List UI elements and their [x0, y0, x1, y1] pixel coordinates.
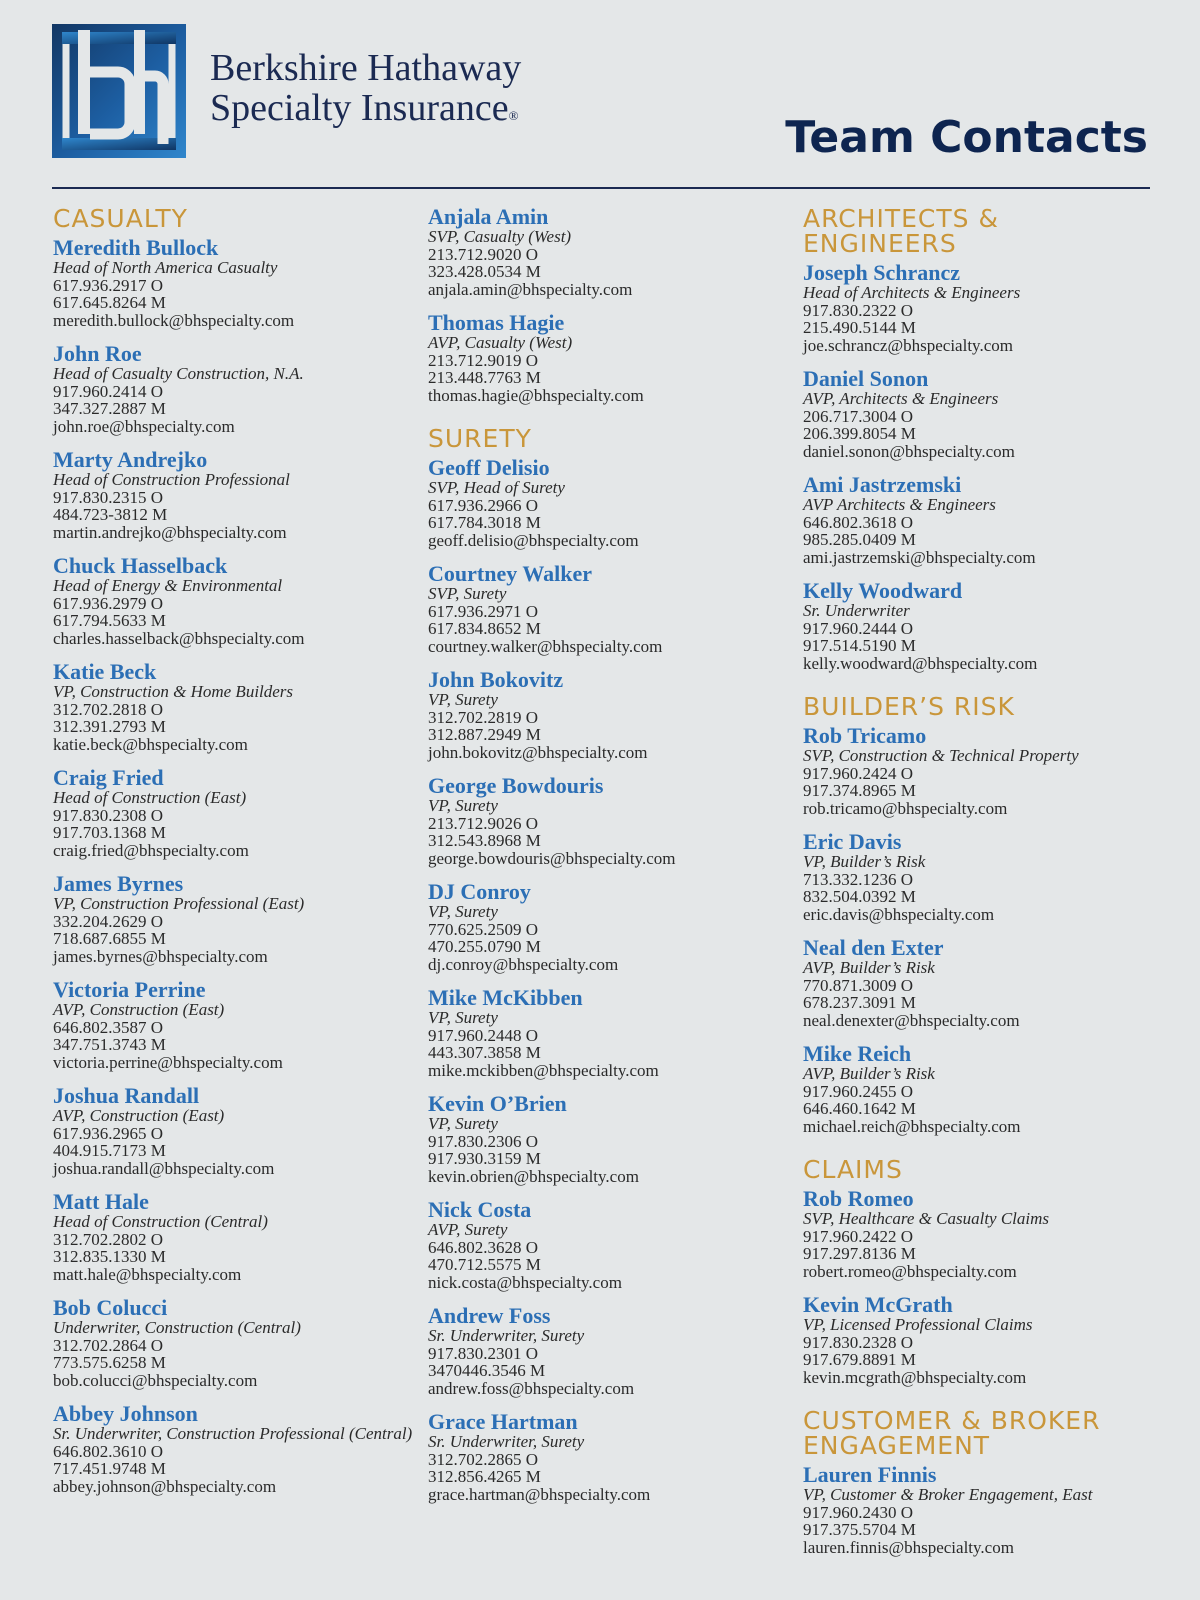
email-link[interactable]: meredith.bullock@bhspecialty.com [53, 310, 295, 330]
email-link[interactable]: bob.colucci@bhspecialty.com [53, 1370, 258, 1390]
contact-title: Head of North America Casualty [53, 258, 278, 277]
contact-name: Katie Beck [53, 659, 157, 684]
mobile-phone[interactable]: 312.856.4265 M [428, 1467, 541, 1486]
contact-title: SVP, Head of Surety [428, 478, 565, 497]
contact-card [53, 661, 413, 753]
mobile-phone[interactable]: 213.448.7763 M [428, 368, 541, 387]
email-link[interactable]: neal.denexter@bhspecialty.com [803, 1010, 1020, 1030]
contact-name: John Roe [53, 341, 142, 366]
mobile-phone[interactable]: 323.428.0534 M [428, 262, 541, 281]
email-link[interactable]: kevin.mcgrath@bhspecialty.com [803, 1367, 1027, 1387]
email-link[interactable]: daniel.sonon@bhspecialty.com [803, 441, 1015, 461]
contact-title: AVP, Builder’s Risk [803, 958, 935, 977]
contact-title: Head of Casualty Construction, N.A. [53, 364, 304, 383]
email-link[interactable]: dj.conroy@bhspecialty.com [428, 954, 619, 974]
email-link[interactable]: eric.davis@bhspecialty.com [803, 904, 995, 924]
office-phone[interactable]: 917.830.2306 O [428, 1131, 539, 1151]
contact-card [803, 725, 1155, 817]
contact-title: VP, Builder’s Risk [803, 852, 926, 871]
contact-name: Anjala Amin [428, 204, 549, 229]
contact-card [53, 1297, 413, 1389]
email-link[interactable]: andrew.foss@bhspecialty.com [428, 1378, 635, 1398]
mobile-phone[interactable]: 617.645.8264 M [53, 293, 166, 312]
office-phone[interactable]: 617.936.2965 O [53, 1123, 164, 1143]
office-phone[interactable]: 917.830.2322 O [803, 300, 914, 320]
section-title: CUSTOMER & BROKER ENGAGEMENT [803, 1406, 1101, 1460]
mobile-phone[interactable]: 404.915.7173 M [53, 1141, 166, 1160]
column-2 [428, 206, 788, 1525]
mobile-phone[interactable]: 312.391.2793 M [53, 717, 166, 736]
contact-title: VP, Customer & Broker Engagement, East [803, 1485, 1093, 1504]
office-phone[interactable]: 617.936.2966 O [428, 495, 539, 515]
mobile-phone[interactable]: 484.723-3812 M [53, 505, 168, 524]
contact-card [428, 987, 788, 1079]
contact-name: Rob Romeo [803, 1186, 914, 1211]
contact-card [53, 555, 413, 647]
mobile-phone[interactable]: 312.543.8968 M [428, 831, 541, 850]
office-phone[interactable]: 917.960.2430 O [803, 1502, 914, 1522]
contact-title: Head of Construction Professional [53, 470, 290, 489]
email-link[interactable]: craig.fried@bhspecialty.com [53, 840, 249, 860]
contact-card [428, 563, 788, 655]
office-phone[interactable]: 917.830.2315 O [53, 487, 164, 507]
mobile-phone[interactable]: 206.399.8054 M [803, 424, 916, 443]
mobile-phone[interactable]: 917.297.8136 M [803, 1244, 916, 1263]
contact-name: Mike McKibben [428, 985, 583, 1010]
contact-title: Underwriter, Construction (Central) [53, 1318, 301, 1337]
office-phone[interactable]: 646.802.3610 O [53, 1441, 164, 1461]
mobile-phone[interactable]: 773.575.6258 M [53, 1353, 166, 1372]
office-phone[interactable]: 213.712.9020 O [428, 244, 539, 264]
mobile-phone[interactable]: 347.751.3743 M [53, 1035, 166, 1054]
contact-title: VP, Surety [428, 690, 498, 709]
contact-title: SVP, Construction & Technical Property [803, 746, 1079, 765]
contact-card [803, 831, 1155, 923]
email-link[interactable]: john.bokovitz@bhspecialty.com [428, 742, 648, 762]
contact-name: Thomas Hagie [428, 310, 565, 335]
contact-card [428, 775, 788, 867]
email-link[interactable]: grace.hartman@bhspecialty.com [428, 1484, 651, 1504]
office-phone[interactable]: 312.702.2802 O [53, 1229, 164, 1249]
mobile-phone[interactable]: 347.327.2887 M [53, 399, 166, 418]
section-title: CASUALTY [53, 204, 188, 233]
mobile-phone[interactable]: 3470446.3546 M [428, 1361, 546, 1380]
contact-card [53, 767, 413, 859]
contact-name: Marty Andrejko [53, 447, 208, 472]
contact-card [803, 1188, 1155, 1280]
contact-card [428, 1093, 788, 1185]
contact-title: Head of Construction (Central) [53, 1212, 268, 1231]
email-link[interactable]: ami.jastrzemski@bhspecialty.com [803, 547, 1036, 567]
brand-line-1: Berkshire Hathaway [210, 47, 522, 89]
contact-name: Kevin McGrath [803, 1292, 953, 1317]
contact-name: George Bowdouris [428, 773, 604, 798]
contact-title: AVP, Builder’s Risk [803, 1064, 935, 1083]
contact-title: AVP Architects & Engineers [803, 495, 996, 514]
mobile-phone[interactable]: 215.490.5144 M [803, 318, 916, 337]
office-phone[interactable]: 917.960.2424 O [803, 763, 914, 783]
contact-title: VP, Surety [428, 1114, 498, 1133]
contact-name: Kevin O’Brien [428, 1091, 567, 1116]
contact-title: SVP, Healthcare & Casualty Claims [803, 1209, 1050, 1228]
office-phone[interactable]: 617.936.2917 O [53, 275, 164, 295]
office-phone[interactable]: 646.802.3587 O [53, 1017, 164, 1037]
email-link[interactable]: anjala.amin@bhspecialty.com [428, 279, 633, 299]
contact-name: John Bokovitz [428, 667, 564, 692]
contact-title: Head of Energy & Environmental [53, 576, 283, 595]
contact-name: Craig Fried [53, 765, 164, 790]
office-phone[interactable]: 312.702.2819 O [428, 707, 539, 727]
section-title: CLAIMS [803, 1155, 903, 1184]
contact-name: Grace Hartman [428, 1409, 578, 1434]
email-link[interactable]: thomas.hagie@bhspecialty.com [428, 385, 644, 405]
section-title: ARCHITECTS & ENGINEERS [803, 204, 999, 258]
mobile-phone[interactable]: 917.930.3159 M [428, 1149, 541, 1168]
office-phone[interactable]: 917.960.2422 O [803, 1226, 914, 1246]
contact-card [803, 1043, 1155, 1135]
email-link[interactable]: lauren.finnis@bhspecialty.com [803, 1537, 1014, 1557]
contact-name: Joseph Schrancz [803, 260, 961, 285]
mobile-phone[interactable]: 617.834.8652 M [428, 619, 541, 638]
mobile-phone[interactable]: 312.835.1330 M [53, 1247, 166, 1266]
email-link[interactable]: joe.schrancz@bhspecialty.com [803, 335, 1013, 355]
bh-logo [52, 24, 186, 158]
email-link[interactable]: john.roe@bhspecialty.com [53, 416, 235, 436]
mobile-phone[interactable]: 718.687.6855 M [53, 929, 166, 948]
mobile-phone[interactable]: 917.374.8965 M [803, 781, 916, 800]
office-phone[interactable]: 617.936.2971 O [428, 601, 539, 621]
email-link[interactable]: katie.beck@bhspecialty.com [53, 734, 248, 754]
contact-card [428, 1199, 788, 1291]
column-3 [803, 206, 1155, 1578]
contact-name: Bob Colucci [53, 1295, 168, 1320]
section-customer-broker-engagement [803, 1408, 1155, 1556]
office-phone[interactable]: 213.712.9026 O [428, 813, 539, 833]
email-link[interactable]: george.bowdouris@bhspecialty.com [428, 848, 676, 868]
office-phone[interactable]: 917.830.2328 O [803, 1332, 914, 1352]
office-phone[interactable]: 770.871.3009 O [803, 975, 914, 995]
email-link[interactable]: rob.tricamo@bhspecialty.com [803, 798, 1008, 818]
contact-card [53, 873, 413, 965]
contact-name: Courtney Walker [428, 561, 592, 586]
contact-card [53, 1085, 413, 1177]
contact-name: Rob Tricamo [803, 723, 927, 748]
office-phone[interactable]: 917.960.2448 O [428, 1025, 539, 1045]
contact-card [53, 449, 413, 541]
mobile-phone[interactable]: 832.504.0392 M [803, 887, 916, 906]
contact-name: Abbey Johnson [53, 1401, 198, 1426]
contact-title: Head of Construction (East) [53, 788, 247, 807]
contact-title: Sr. Underwriter, Surety [428, 1432, 585, 1451]
contact-title: AVP, Surety [428, 1220, 508, 1239]
mobile-phone[interactable]: 917.375.5704 M [803, 1520, 916, 1539]
registered-mark: ® [508, 108, 519, 123]
email-link[interactable]: courtney.walker@bhspecialty.com [428, 636, 663, 656]
contact-card [53, 1191, 413, 1283]
contact-name: DJ Conroy [428, 879, 531, 904]
email-link[interactable]: joshua.randall@bhspecialty.com [53, 1158, 275, 1178]
contact-name: James Byrnes [53, 871, 184, 896]
mobile-phone[interactable]: 617.794.5633 M [53, 611, 166, 630]
contact-name: Mike Reich [803, 1041, 912, 1066]
contact-card [803, 474, 1155, 566]
office-phone[interactable]: 312.702.2865 O [428, 1449, 539, 1469]
contact-card [428, 312, 788, 404]
mobile-phone[interactable]: 470.712.5575 M [428, 1255, 541, 1274]
header-divider [52, 187, 1150, 189]
email-link[interactable]: matt.hale@bhspecialty.com [53, 1264, 242, 1284]
email-link[interactable]: james.byrnes@bhspecialty.com [53, 946, 268, 966]
contact-name: Lauren Finnis [803, 1462, 937, 1487]
email-link[interactable]: mike.mckibben@bhspecialty.com [428, 1060, 659, 1080]
email-link[interactable]: geoff.delisio@bhspecialty.com [428, 530, 639, 550]
contact-title: VP, Surety [428, 1008, 498, 1027]
contact-card [803, 580, 1155, 672]
email-link[interactable]: victoria.perrine@bhspecialty.com [53, 1052, 283, 1072]
office-phone[interactable]: 617.936.2979 O [53, 593, 164, 613]
contact-card [53, 1403, 413, 1495]
office-phone[interactable]: 206.717.3004 O [803, 406, 914, 426]
contact-name: Nick Costa [428, 1197, 532, 1222]
contact-title: SVP, Casualty (West) [428, 227, 572, 246]
contact-card [803, 1464, 1155, 1556]
contact-name: Meredith Bullock [53, 235, 219, 260]
office-phone[interactable]: 646.802.3618 O [803, 512, 914, 532]
contact-name: Matt Hale [53, 1189, 149, 1214]
office-phone[interactable]: 917.830.2301 O [428, 1343, 539, 1363]
office-phone[interactable]: 312.702.2818 O [53, 699, 164, 719]
email-link[interactable]: martin.andrejko@bhspecialty.com [53, 522, 287, 542]
contact-title: Sr. Underwriter, Surety [428, 1326, 585, 1345]
office-phone[interactable]: 312.702.2864 O [53, 1335, 164, 1355]
contact-card [53, 343, 413, 435]
contact-card [428, 1411, 788, 1503]
contact-card [428, 457, 788, 549]
contact-name: Andrew Foss [428, 1303, 551, 1328]
brand-line-2-text: Specialty Insurance [210, 87, 509, 129]
office-phone[interactable]: 917.960.2414 O [53, 381, 164, 401]
office-phone[interactable]: 213.712.9019 O [428, 350, 539, 370]
contact-name: Victoria Perrine [53, 977, 206, 1002]
email-link[interactable]: robert.romeo@bhspecialty.com [803, 1261, 1017, 1281]
contact-title: SVP, Surety [428, 584, 507, 603]
email-link[interactable]: abbey.johnson@bhspecialty.com [53, 1476, 277, 1496]
contact-title: VP, Construction & Home Builders [53, 682, 294, 701]
contact-card [53, 237, 413, 329]
contact-name: Ami Jastrzemski [803, 472, 962, 497]
office-phone[interactable]: 917.830.2308 O [53, 805, 164, 825]
mobile-phone[interactable]: 917.703.1368 M [53, 823, 166, 842]
page-header [0, 0, 1200, 195]
contact-title: VP, Surety [428, 902, 498, 921]
mobile-phone[interactable]: 717.451.9748 M [53, 1459, 166, 1478]
contact-card [428, 1305, 788, 1397]
mobile-phone[interactable]: 312.887.2949 M [428, 725, 541, 744]
office-phone[interactable]: 646.802.3628 O [428, 1237, 539, 1257]
contact-title: Head of Architects & Engineers [803, 283, 1021, 302]
mobile-phone[interactable]: 646.460.1642 M [803, 1099, 916, 1118]
section-title: SURETY [428, 424, 532, 453]
contact-card [428, 881, 788, 973]
contact-name: Eric Davis [803, 829, 902, 854]
contact-card [803, 1294, 1155, 1386]
mobile-phone[interactable]: 917.514.5190 M [803, 636, 916, 655]
contact-title: Sr. Underwriter, Construction Professional (Central) [53, 1424, 413, 1443]
office-phone[interactable]: 332.204.2629 O [53, 911, 164, 931]
contact-title: AVP, Casualty (West) [428, 333, 573, 352]
mobile-phone[interactable]: 443.307.3858 M [428, 1043, 541, 1062]
contact-name: Geoff Delisio [428, 455, 550, 480]
section-claims [803, 1157, 1155, 1386]
section-architects-engineers [803, 206, 1155, 672]
section-builder-s-risk [803, 694, 1155, 1135]
contact-title: VP, Construction Professional (East) [53, 894, 305, 913]
column-1 [53, 206, 413, 1517]
contact-card [803, 262, 1155, 354]
contact-name: Joshua Randall [53, 1083, 200, 1108]
contact-card [803, 937, 1155, 1029]
contact-card [53, 979, 413, 1071]
section-title: BUILDER’S RISK [803, 692, 1015, 721]
mobile-phone[interactable]: 678.237.3091 M [803, 993, 916, 1012]
page-title: Team Contacts [785, 112, 1148, 163]
email-link[interactable]: nick.costa@bhspecialty.com [428, 1272, 622, 1292]
mobile-phone[interactable]: 985.285.0409 M [803, 530, 916, 549]
contact-card [428, 206, 788, 298]
contact-card [803, 368, 1155, 460]
contact-title: Sr. Underwriter [803, 601, 910, 620]
section-surety [428, 426, 788, 1503]
bh-logo-mark [52, 24, 186, 158]
office-phone[interactable]: 713.332.1236 O [803, 869, 914, 889]
brand-line-2 [210, 88, 521, 136]
contact-name: Neal den Exter [803, 935, 944, 960]
contact-title: AVP, Architects & Engineers [803, 389, 999, 408]
email-link[interactable]: michael.reich@bhspecialty.com [803, 1116, 1021, 1136]
office-phone[interactable]: 917.960.2455 O [803, 1081, 914, 1101]
contact-title: AVP, Construction (East) [53, 1000, 225, 1019]
mobile-phone[interactable]: 617.784.3018 M [428, 513, 541, 532]
email-link[interactable]: kevin.obrien@bhspecialty.com [428, 1166, 639, 1186]
section-casualty [53, 206, 413, 1495]
section-continued [428, 206, 788, 404]
email-link[interactable]: charles.hasselback@bhspecialty.com [53, 628, 305, 648]
contact-name: Daniel Sonon [803, 366, 929, 391]
office-phone[interactable]: 917.960.2444 O [803, 618, 914, 638]
contact-name: Kelly Woodward [803, 578, 963, 603]
mobile-phone[interactable]: 917.679.8891 M [803, 1350, 916, 1369]
brand-name [210, 48, 521, 136]
contact-title: AVP, Construction (East) [53, 1106, 225, 1125]
contact-title: VP, Licensed Professional Claims [803, 1315, 1033, 1334]
contact-name: Chuck Hasselback [53, 553, 228, 578]
email-link[interactable]: kelly.woodward@bhspecialty.com [803, 653, 1038, 673]
contact-card [428, 669, 788, 761]
office-phone[interactable]: 770.625.2509 O [428, 919, 539, 939]
mobile-phone[interactable]: 470.255.0790 M [428, 937, 541, 956]
contact-title: VP, Surety [428, 796, 498, 815]
